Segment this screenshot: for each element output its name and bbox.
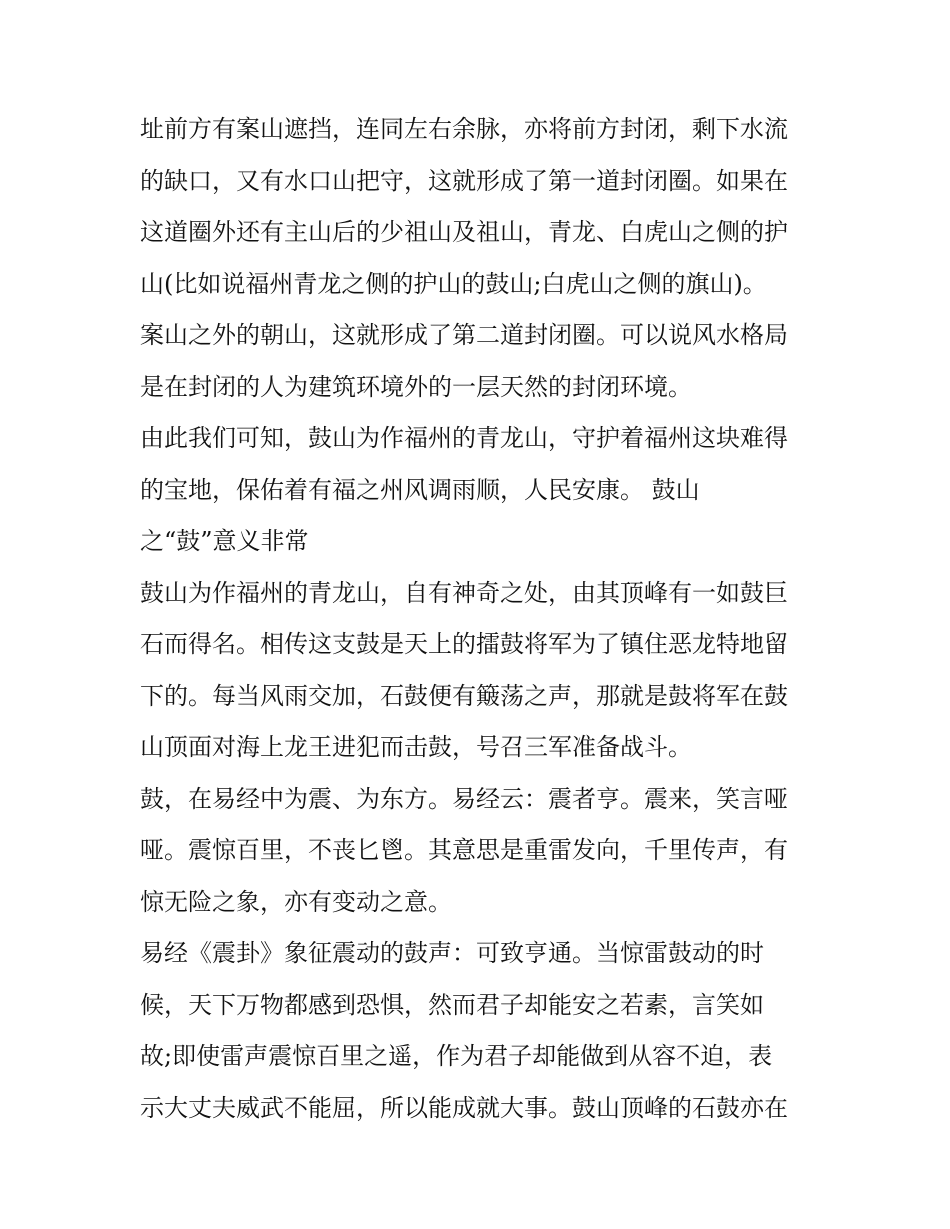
text-line: 案山之外的朝山，这就形成了第二道封闭圈。可以说风水格局	[140, 321, 788, 349]
text-line: 惊无险之象，亦有变动之意。	[140, 887, 452, 916]
text-line: 址前方有案山遮挡，连同左右余脉，亦将前方封闭，剩下水流	[140, 115, 788, 143]
text-line: 鼓山为作福州的青龙山，自有神奇之处，由其顶峰有一如鼓巨	[140, 578, 788, 607]
text-line: 的宝地，保佑着有福之州风调雨顺，人民安康。 鼓山	[140, 475, 700, 504]
text-line: 下的。每当风雨交加，石鼓便有簸荡之声，那就是鼓将军在鼓	[140, 681, 788, 710]
text-line: 石而得名。相传这支鼓是天上的擂鼓将军为了镇住恶龙特地留	[140, 630, 788, 658]
text-line: 候，天下万物都感到恐惧，然而君子却能安之若素，言笑如	[140, 990, 764, 1019]
text-line: 山顶面对海上龙王进犯而击鼓，号召三军准备战斗。	[140, 733, 692, 761]
text-line: 故;即使雷声震惊百里之遥，作为君子却能做到从容不迫，表	[140, 1042, 773, 1070]
text-line: 之“鼓”意义非常	[140, 527, 309, 555]
text-line: 易经《震卦》象征震动的鼓声：可致亨通。当惊雷鼓动的时	[140, 939, 764, 967]
text-line: 这道圈外还有主山后的少祖山及祖山，青龙、白虎山之侧的护	[140, 218, 788, 246]
text-line: 的缺口，又有水口山把守，这就形成了第一道封闭圈。如果在	[140, 166, 788, 195]
text-line: 山(比如说福州青龙之侧的护山的鼓山;白虎山之侧的旗山)。	[140, 269, 767, 298]
text-line: 鼓，在易经中为震、为东方。易经云：震者亨。震来，笑言哑	[140, 784, 788, 813]
text-line: 哑。震惊百里，不丧匕鬯。其意思是重雷发向，千里传声，有	[140, 836, 788, 864]
text-line: 是在封闭的人为建筑环境外的一层天然的封闭环境。	[140, 372, 692, 401]
text-line: 由此我们可知，鼓山为作福州的青龙山，守护着福州这块难得	[140, 424, 788, 452]
text-line: 示大丈夫威武不能屈，所以能成就大事。鼓山顶峰的石鼓亦在	[140, 1093, 788, 1122]
document-body	[140, 104, 820, 1134]
